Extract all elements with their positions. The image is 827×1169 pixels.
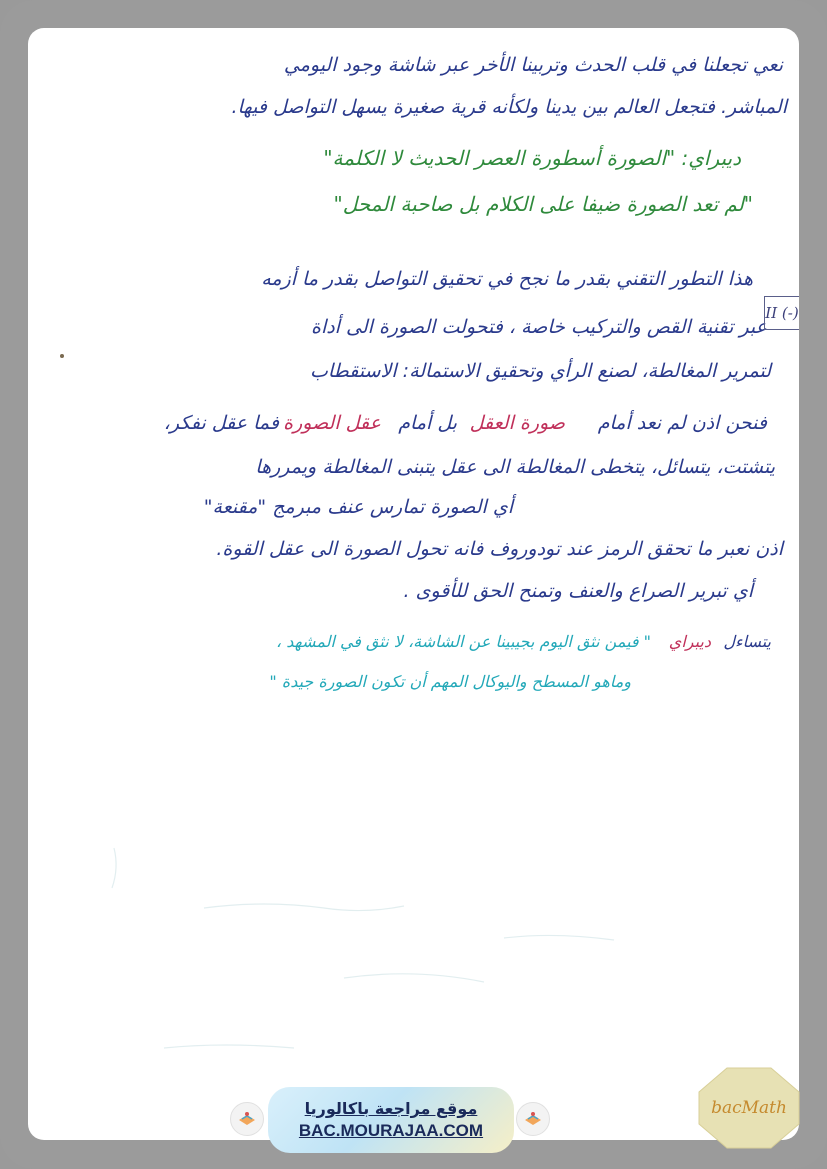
text-line-l13c: " فيمن نثق اليوم بجيبينا عن الشاشة، لا نثق في المشهد ، <box>276 632 651 651</box>
ink-dot <box>60 354 64 358</box>
section-label: II (-) <box>764 296 799 330</box>
bacmath-badge <box>697 1066 801 1150</box>
text-line-l5: هذا التطور التقني بقدر ما نجح في تحقيق التواصل بقدر ما أزمه <box>261 268 753 290</box>
text-line-l11: اذن نعبر ما تحقق الرمز عند تودوروف فانه تحول الصورة الى عقل القوة. <box>216 538 783 560</box>
text-line-l9: يتشتت، يتسائل، يتخطى المغالطة الى عقل يتبنى المغالطة ويمررها <box>255 456 775 478</box>
text-line-l4: "لم تعد الصورة ضيفا على الكلام بل صاحبة المحل" <box>333 192 753 216</box>
site-logo-icon-right <box>516 1102 550 1136</box>
text-line-l13b: ديبراي <box>668 632 711 651</box>
bacmath-logo-text: bacMath <box>711 1098 787 1118</box>
text-line-l8c: بل أمام <box>398 412 457 434</box>
text-line-l8b: صورة العقل <box>469 412 565 434</box>
handwritten-page <box>28 28 799 1140</box>
site-name-arabic: موقع مراجعة باكالوريا <box>304 1099 478 1118</box>
text-line-l7: لتمرير المغالطة، لصنع الرأي وتحقيق الاستمالة: الاستقطاب <box>310 360 771 382</box>
text-line-l1: نعي تجعلنا في قلب الحدث وتربينا الأخر عبر شاشة وجود اليومي <box>283 54 783 76</box>
text-line-l8a: فنحن اذن لم نعد أمام <box>597 412 767 434</box>
text-line-l14: وماهو المسطح واليوكال المهم أن تكون الصورة جيدة " <box>269 672 631 691</box>
text-line-l8d: عقل الصورة <box>283 412 381 434</box>
site-banner-link[interactable] <box>268 1087 514 1153</box>
text-line-l13a: يتساءل <box>723 632 771 651</box>
text-line-l3: ديبراي: "الصورة أسطورة العصر الحديث لا الكلمة" <box>323 146 741 170</box>
site-url[interactable]: BAC.MOURAJAA.COM <box>298 1121 484 1140</box>
text-line-l6: عبر تقنية القص والتركيب خاصة ، فتحولت الصورة الى أداة <box>310 316 767 338</box>
text-line-l8e: فما عقل نفكر، <box>163 412 279 434</box>
text-line-l2: المباشر. فتجعل العالم بين يدينا ولكأنه قرية صغيرة يسهل التواصل فيها. <box>231 96 787 118</box>
text-line-l12: أي تبرير الصراع والعنف وتمنح الحق للأقوى . <box>403 580 753 602</box>
faint-bleed-through <box>84 818 784 1118</box>
text-line-l10: أي الصورة تمارس عنف مبرمج "مقنعة" <box>203 496 513 518</box>
site-logo-icon-left <box>230 1102 264 1136</box>
